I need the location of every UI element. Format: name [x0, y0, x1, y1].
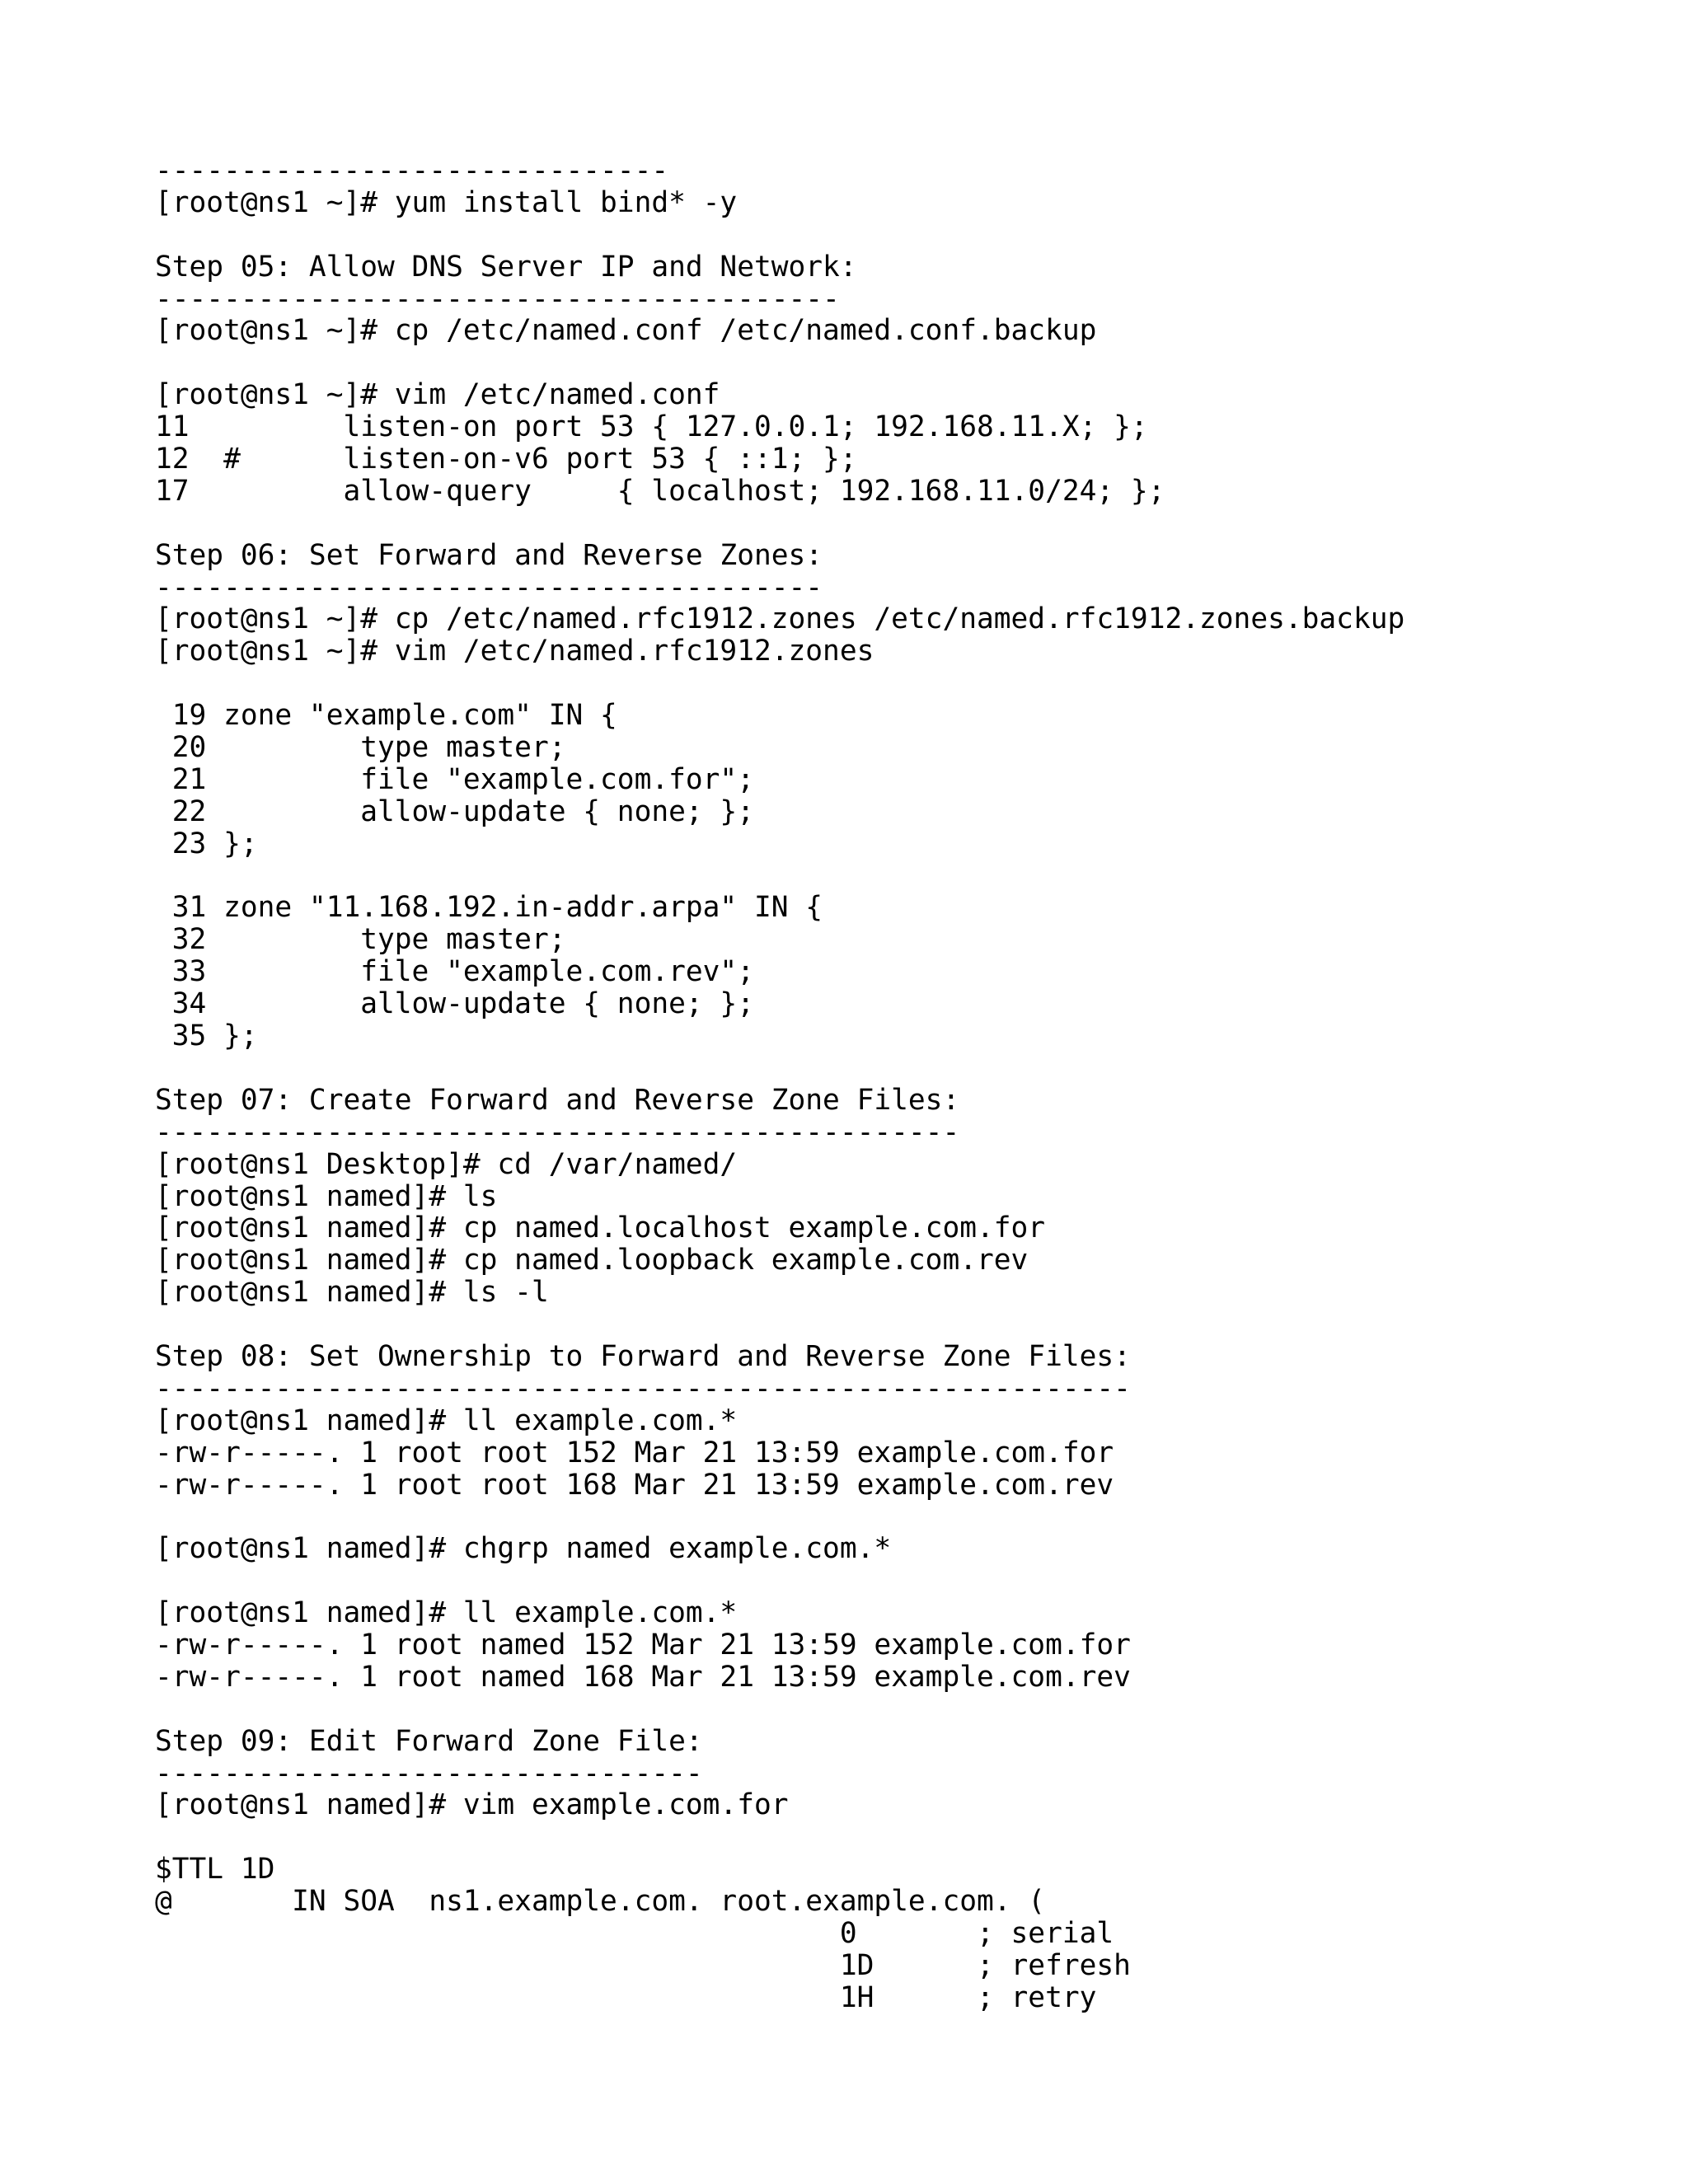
blank-line — [155, 1565, 1639, 1597]
config-line: 21 file "example.com.for"; — [155, 762, 754, 796]
config-line: 33 file "example.com.rev"; — [155, 955, 754, 989]
command-line: [root@ns1 ~]# cp /etc/named.conf /etc/named.conf.backup — [155, 314, 1097, 348]
command-line: [root@ns1 ~]# vim /etc/named.conf — [155, 378, 720, 412]
separator-line: --------------------------------------- — [155, 570, 823, 604]
separator-line: ------------------------------ — [155, 154, 669, 187]
zone-file-line: 1H ; retry — [155, 1980, 1097, 2014]
output-line: -rw-r-----. 1 root named 152 Mar 21 13:59 example.com.for — [155, 1628, 1131, 1661]
separator-line: ---------------------------------------- — [155, 282, 840, 316]
blank-line — [155, 1052, 1639, 1085]
separator-line: -------------------------------- — [155, 1756, 703, 1790]
blank-line — [155, 1821, 1639, 1854]
step-heading: Step 05: Allow DNS Server IP and Network: — [155, 250, 857, 284]
blank-line — [155, 1501, 1639, 1533]
blank-line — [155, 508, 1639, 540]
config-line: 31 zone "11.168.192.in-addr.arpa" IN { — [155, 891, 823, 925]
output-line: -rw-r-----. 1 root root 168 Mar 21 13:59 example.com.rev — [155, 1468, 1114, 1502]
blank-line — [155, 860, 1639, 893]
blank-line — [155, 668, 1639, 700]
step-heading: Step 08: Set Ownership to Forward and Reverse Zone Files: — [155, 1339, 1131, 1373]
zone-file-line: @ IN SOA ns1.example.com. root.example.com. ( — [155, 1885, 1046, 1919]
step-heading: Step 07: Create Forward and Reverse Zone Files: — [155, 1083, 960, 1117]
blank-line — [155, 219, 1639, 251]
config-line: 20 type master; — [155, 731, 566, 765]
blank-line — [155, 347, 1639, 379]
command-line: [root@ns1 named]# vim example.com.for — [155, 1788, 789, 1822]
output-line: -rw-r-----. 1 root root 152 Mar 21 13:59 example.com.for — [155, 1436, 1114, 1469]
config-line: 35 }; — [155, 1019, 258, 1053]
command-line: [root@ns1 named]# cp named.loopback example.com.rev — [155, 1244, 1029, 1277]
command-line: [root@ns1 named]# ll example.com.* — [155, 1404, 738, 1437]
blank-line — [155, 1694, 1639, 1726]
command-line: [root@ns1 named]# cp named.localhost example.com.for — [155, 1212, 1046, 1245]
command-line: [root@ns1 named]# ls -l — [155, 1276, 549, 1310]
blank-line — [155, 1309, 1639, 1341]
config-line: 22 allow-update { none; }; — [155, 794, 754, 828]
command-line: [root@ns1 named]# ll example.com.* — [155, 1596, 738, 1630]
config-line: 17 allow-query { localhost; 192.168.11.0/24; }; — [155, 474, 1165, 508]
command-line: [root@ns1 ~]# vim /etc/named.rfc1912.zones — [155, 635, 874, 668]
zone-file-line: 1D ; refresh — [155, 1948, 1131, 1982]
step-heading: Step 06: Set Forward and Reverse Zones: — [155, 538, 823, 572]
config-line: 32 type master; — [155, 923, 566, 957]
zone-file-line: 0 ; serial — [155, 1916, 1114, 1950]
config-line: 11 listen-on port 53 { 127.0.0.1; 192.168.11.X; }; — [155, 410, 1148, 444]
zone-file-line: $TTL 1D — [155, 1853, 275, 1886]
config-line: 34 allow-update { none; }; — [155, 987, 754, 1021]
command-line: [root@ns1 ~]# yum install bind* -y — [155, 185, 738, 219]
config-line: 23 }; — [155, 827, 258, 860]
command-line: [root@ns1 Desktop]# cd /var/named/ — [155, 1147, 738, 1181]
document-page — [155, 155, 1639, 2014]
step-heading: Step 09: Edit Forward Zone File: — [155, 1724, 703, 1758]
command-line: [root@ns1 named]# ls — [155, 1179, 498, 1213]
separator-line: --------------------------------------------------------- — [155, 1371, 1131, 1405]
config-line: 19 zone "example.com" IN { — [155, 699, 617, 733]
output-line: -rw-r-----. 1 root named 168 Mar 21 13:59 example.com.rev — [155, 1660, 1131, 1694]
command-line: [root@ns1 named]# chgrp named example.com.* — [155, 1532, 892, 1566]
config-line: 12 # listen-on-v6 port 53 { ::1; }; — [155, 443, 857, 476]
separator-line: ----------------------------------------------- — [155, 1115, 960, 1149]
command-line: [root@ns1 ~]# cp /etc/named.rfc1912.zones /etc/named.rfc1912.zones.backup — [155, 602, 1405, 636]
